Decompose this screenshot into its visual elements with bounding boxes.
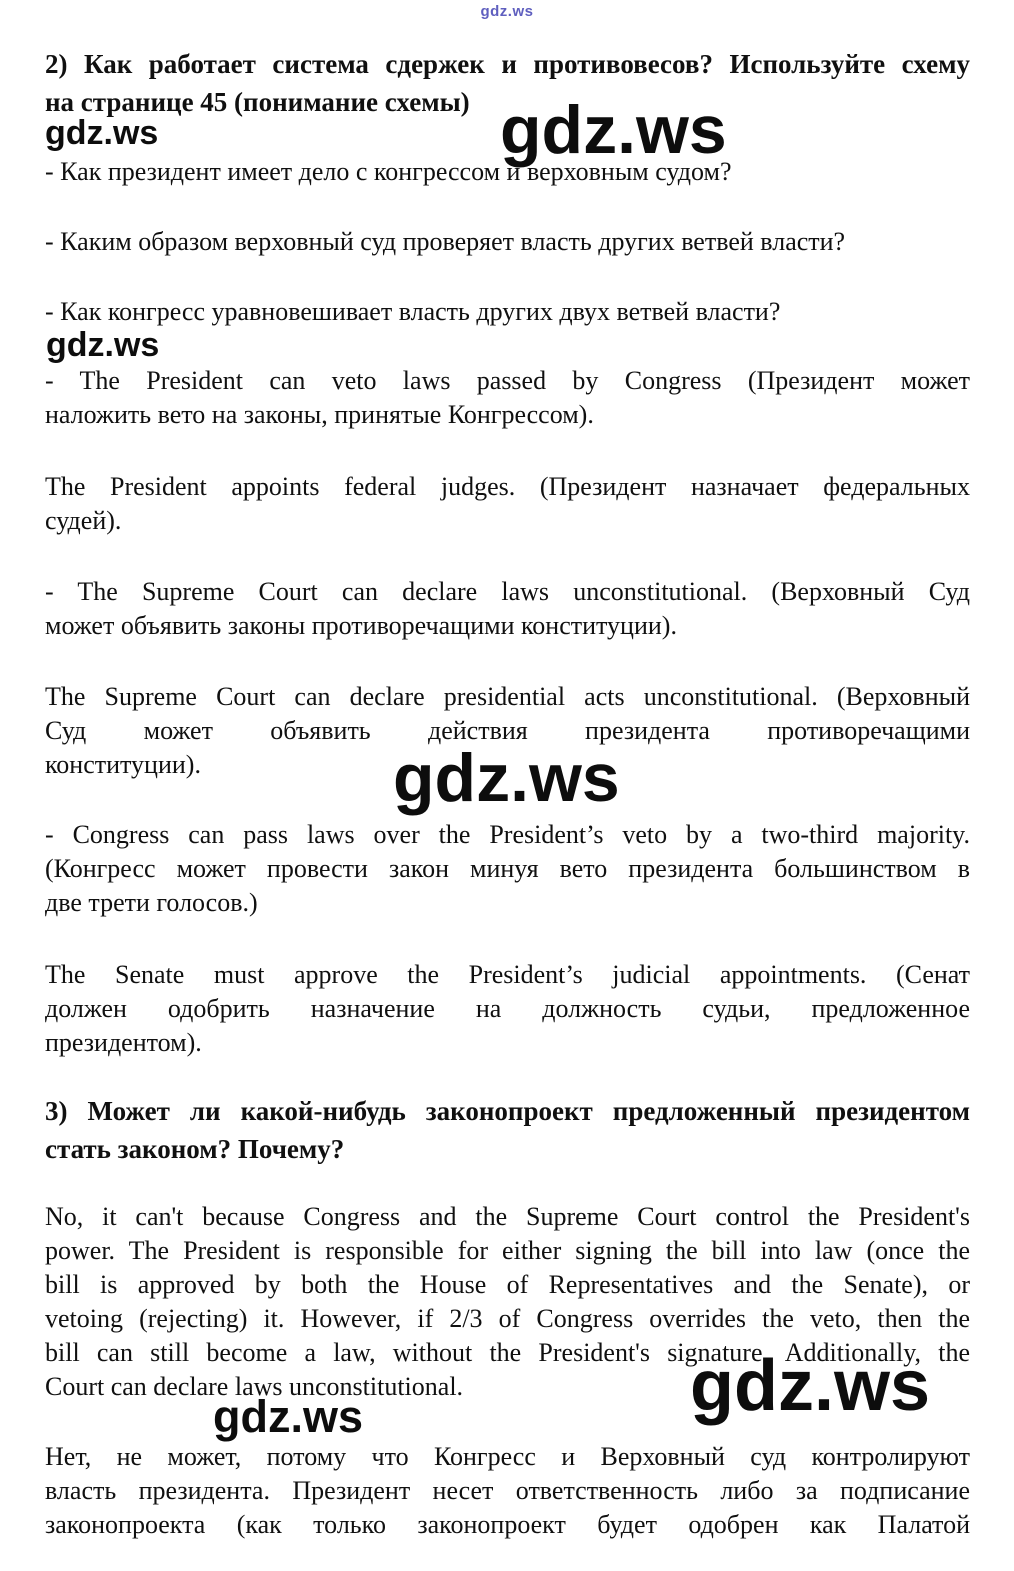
text-line: - Как конгресс уравновешивает власть других двух ветвей власти?: [45, 297, 781, 326]
text-line: Суд может объявить действия президента противоречащими: [45, 716, 970, 745]
text-line: - Каким образом верховный суд проверяет власть других ветвей власти?: [45, 227, 846, 256]
text-line: - The Supreme Court can declare laws unconstitutional. (Верховный Суд: [45, 577, 970, 606]
question-3-heading-line-2: стать законом? Почему?: [45, 1134, 345, 1164]
text-line: bill can still become a law, without the President's signature. Additionally, the: [45, 1338, 970, 1367]
text-line: power. The President is responsible for either signing the bill into law (once the: [45, 1236, 970, 1265]
gdz-watermark-bottom-left: gdz.ws: [213, 1391, 364, 1442]
question-2-sub-question-2: [45, 225, 970, 259]
gdz-watermark-top: gdz.ws: [480, 3, 534, 20]
question-2-heading-line-1: 2) Как работает система сдержек и противовесов? Используйте схему: [45, 49, 970, 79]
text-line: может объявить законы противоречащими конституции).: [45, 611, 677, 640]
text-line: Нет, не может, потому что Конгресс и Верховный суд контролируют: [45, 1442, 970, 1471]
text-line: конституции).: [45, 750, 201, 779]
answer-2-paragraph-2: [45, 470, 970, 538]
text-line: The President appoints federal judges. (Президент назначает федеральных: [45, 472, 970, 501]
gdz-watermark-bottom-big: gdz.ws: [690, 1346, 931, 1426]
text-line: - Congress can pass laws over the President’s veto by a two-third majority.: [45, 820, 970, 849]
answer-3-russian-paragraph: [45, 1440, 970, 1542]
answer-2-paragraph-5: [45, 818, 970, 920]
gdz-watermark-header-left: gdz.ws: [45, 114, 159, 152]
text-line: (Конгресс может провести закон минуя вето президента большинством в: [45, 854, 970, 883]
text-line: президентом).: [45, 1028, 202, 1057]
text-line: vetoing (rejecting) it. However, if 2/3 of Congress overrides the veto, then the: [45, 1304, 970, 1333]
answer-2-paragraph-6: [45, 958, 970, 1060]
text-line: две трети голосов.): [45, 888, 258, 917]
question-3-heading: [45, 1092, 970, 1168]
question-3-heading-line-1: 3) Может ли какой-нибудь законопроект предложенный президентом: [45, 1096, 970, 1126]
text-line: законопроекта (как только законопроект будет одобрен как Палатой: [45, 1510, 970, 1539]
gdz-watermark-mid-left: gdz.ws: [46, 326, 160, 364]
text-line: No, it can't because Congress and the Supreme Court control the President's: [45, 1202, 970, 1231]
text-line: Court can declare laws unconstitutional.: [45, 1372, 464, 1401]
text-line: судей).: [45, 506, 122, 535]
text-line: - The President can veto laws passed by Congress (Президент может: [45, 366, 970, 395]
answer-2-paragraph-3: [45, 575, 970, 643]
text-line: The Supreme Court can declare presidential acts unconstitutional. (Верховный: [45, 682, 970, 711]
text-line: - Как президент имеет дело с конгрессом и верховным судом?: [45, 157, 732, 186]
question-2-sub-question-3: [45, 295, 970, 329]
question-2-heading-line-2: на странице 45 (понимание схемы): [45, 87, 470, 117]
gdz-watermark-mid-big: gdz.ws: [393, 740, 620, 816]
text-line: The Senate must approve the President’s judicial appointments. (Сенат: [45, 960, 970, 989]
gdz-watermark-header-big: gdz.ws: [500, 92, 727, 168]
text-line: власть президента. Президент несет ответственность либо за подписание: [45, 1476, 970, 1505]
text-line: наложить вето на законы, принятые Конгрессом).: [45, 400, 594, 429]
text-line: bill is approved by both the House of Representatives and the Senate), or: [45, 1270, 970, 1299]
text-line: должен одобрить назначение на должность судьи, предложенное: [45, 994, 970, 1023]
answer-2-paragraph-1: [45, 364, 970, 432]
